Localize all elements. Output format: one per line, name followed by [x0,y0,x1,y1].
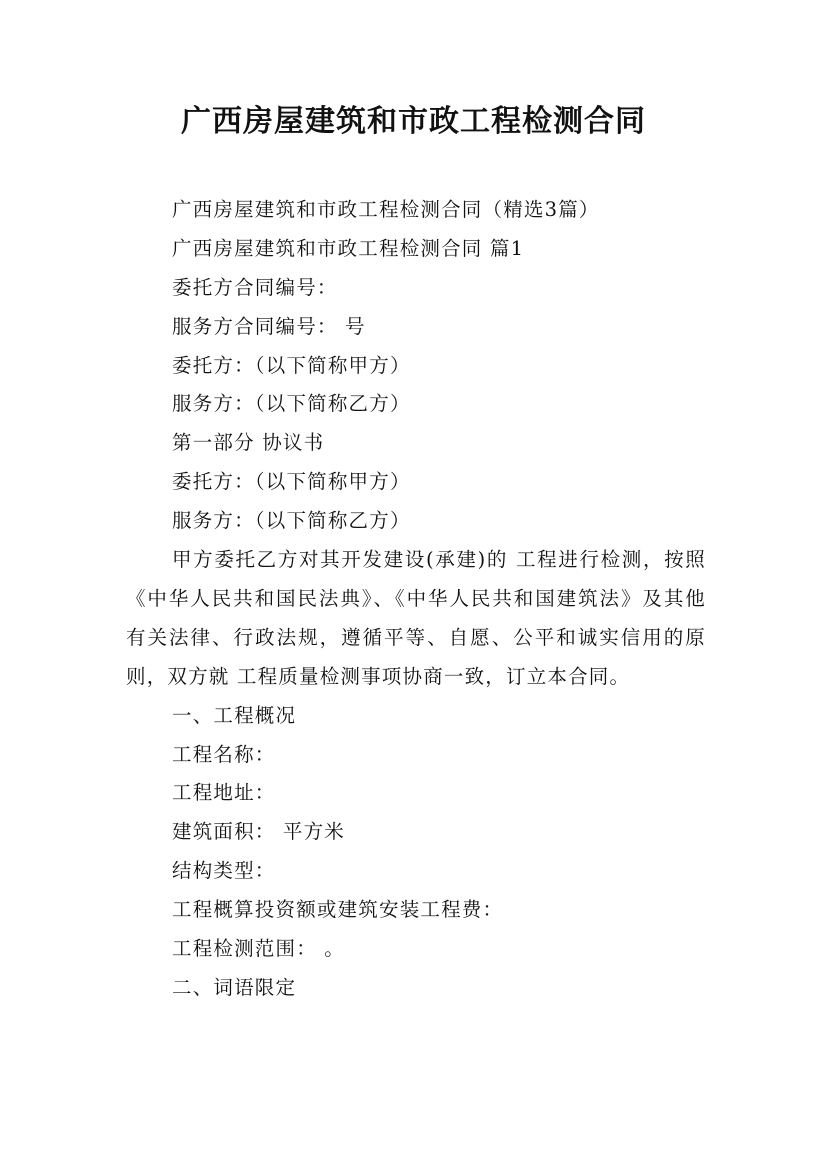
section-heading: 一、工程概况 [172,703,297,727]
section-heading: 第一部分 协议书 [172,431,325,455]
text-line: 结构类型： [172,859,276,883]
text-line: 服务方合同编号： 号 [172,314,366,338]
text-line: 工程检测范围： 。 [172,936,345,960]
document-title: 广西房屋建筑和市政工程检测合同 [181,104,646,139]
text-line: 委托方合同编号： [172,275,338,299]
text-line: 建筑面积： 平方米 [172,820,345,844]
text-line: 服务方：（以下简称乙方） [172,392,411,416]
document-body [126,191,706,1008]
section-heading: 二、词语限定 [172,975,297,999]
text-line: 工程名称： [172,742,276,766]
text-line: 委托方：（以下简称甲方） [172,353,411,377]
text-line: 工程概算投资额或建筑安装工程费： [172,898,504,922]
text-line: 工程地址： [172,781,276,805]
text-line: 委托方：（以下简称甲方） [172,470,411,494]
body-paragraph: 甲方委托乙方对其开发建设(承建)的 工程进行检测，按照《中华人民共和国民法典》、《中华人民共和国建筑法》及其他有关法律、行政法规，遵循平等、自愿、公平和诚实信用的原则，双方就 工程质量检测事项协商一致，订立本合同。 [126,548,706,688]
text-line: 广西房屋建筑和市政工程检测合同（精选3篇） [172,198,600,221]
text-line: 广西房屋建筑和市政工程检测合同 篇1 [172,236,525,260]
text-line: 服务方：（以下简称乙方） [172,509,411,533]
